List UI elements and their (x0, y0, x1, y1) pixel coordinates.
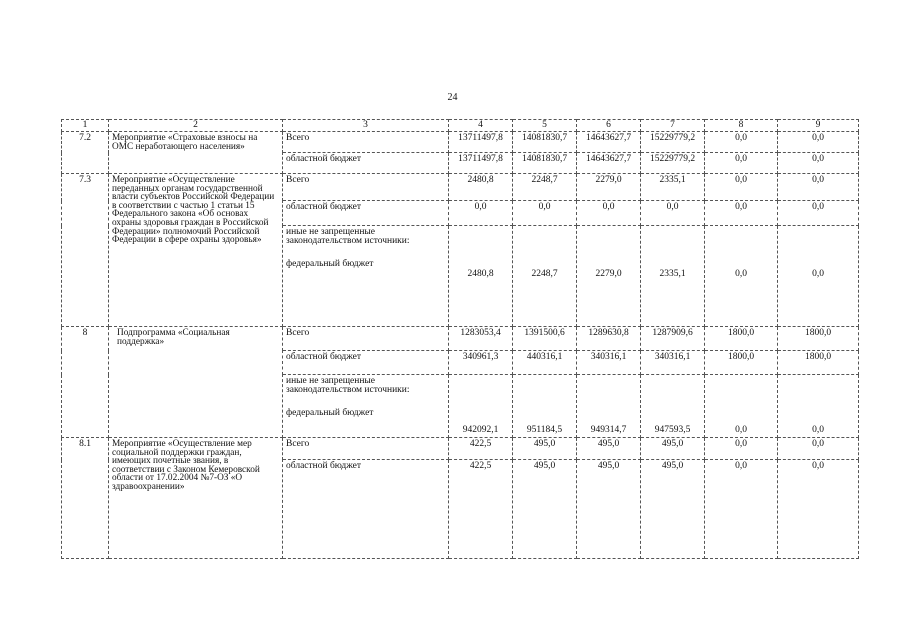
value-cell: 0,0 (705, 153, 778, 174)
value-cell: 440316,1 (513, 351, 577, 375)
page-number: 24 (447, 92, 458, 103)
funding-source: федеральный бюджет (286, 408, 374, 418)
value-cell: 340961,3 (449, 351, 513, 375)
column-header: 4 (449, 120, 513, 132)
value-cell: 422,5 (449, 438, 513, 460)
row-number: 7.3 (62, 174, 109, 327)
value-cell: 2335,1 (641, 174, 705, 201)
value-cell: 0,0 (705, 132, 778, 153)
value-cell: 495,0 (513, 460, 577, 559)
value-cell: 0,0 (778, 226, 859, 327)
value-cell: 942092,1 (449, 375, 513, 438)
value-cell: 1289630,8 (577, 327, 641, 351)
funding-source-group (283, 226, 449, 327)
funding-source-group (283, 375, 449, 438)
value-cell: 1287909,6 (641, 327, 705, 351)
value-cell: 0,0 (778, 375, 859, 438)
column-header: 7 (641, 120, 705, 132)
funding-source: Всего (283, 438, 449, 460)
value-cell: 15229779,2 (641, 153, 705, 174)
value-cell: 1800,0 (778, 351, 859, 375)
funding-source: областной бюджет (283, 460, 449, 559)
value-cell: 2248,7 (513, 226, 577, 327)
value-cell: 422,5 (449, 460, 513, 559)
value-cell: 2279,0 (577, 226, 641, 327)
value-cell: 340316,1 (577, 351, 641, 375)
value-cell: 2248,7 (513, 174, 577, 201)
value-cell: 14643627,7 (577, 132, 641, 153)
budget-table (61, 119, 859, 559)
table-row (62, 174, 859, 201)
value-cell: 0,0 (705, 375, 778, 438)
row-title: Мероприятие «Осуществление мер социальной поддержки граждан, имеющих почетные звания, в соответствии с Законом Кемеровской области от 17.02.2004 №7-ОЗ «О здравоохранении» (109, 438, 283, 559)
value-cell: 1800,0 (705, 327, 778, 351)
value-cell: 0,0 (778, 153, 859, 174)
value-cell: 0,0 (705, 460, 778, 559)
value-cell: 14643627,7 (577, 153, 641, 174)
value-cell: 13711497,8 (449, 132, 513, 153)
value-cell: 949314,7 (577, 375, 641, 438)
value-cell: 0,0 (705, 438, 778, 460)
other-sources-note: иные не запрещенные законодательством источники: (286, 227, 410, 246)
funding-source: федеральный бюджет (286, 259, 374, 269)
value-cell: 0,0 (641, 201, 705, 226)
value-cell: 0,0 (577, 201, 641, 226)
table-row (62, 438, 859, 460)
value-cell: 0,0 (778, 132, 859, 153)
funding-source: Всего (283, 132, 449, 153)
value-cell: 0,0 (513, 201, 577, 226)
value-cell: 0,0 (778, 438, 859, 460)
value-cell: 14081830,7 (513, 153, 577, 174)
column-header: 3 (283, 120, 449, 132)
row-number: 8.1 (62, 438, 109, 559)
value-cell: 0,0 (705, 174, 778, 201)
value-cell: 2335,1 (641, 226, 705, 327)
value-cell: 0,0 (449, 201, 513, 226)
value-cell: 0,0 (705, 201, 778, 226)
value-cell: 13711497,8 (449, 153, 513, 174)
value-cell: 495,0 (513, 438, 577, 460)
other-sources-note: иные не запрещенные законодательством источники: (286, 376, 410, 395)
column-header: 2 (109, 120, 283, 132)
value-cell: 2480,8 (449, 226, 513, 327)
row-title: Подпрограмма «Социальная поддержка» (109, 327, 283, 438)
column-header: 6 (577, 120, 641, 132)
column-header: 1 (62, 120, 109, 132)
value-cell: 947593,5 (641, 375, 705, 438)
value-cell: 1800,0 (705, 351, 778, 375)
value-cell: 1391500,6 (513, 327, 577, 351)
value-cell: 1283053,4 (449, 327, 513, 351)
value-cell: 0,0 (705, 226, 778, 327)
table-row (62, 132, 859, 153)
funding-source: областной бюджет (283, 201, 449, 226)
column-header: 5 (513, 120, 577, 132)
value-cell: 0,0 (778, 460, 859, 559)
value-cell: 495,0 (577, 460, 641, 559)
row-number: 8 (62, 327, 109, 438)
value-cell: 495,0 (641, 460, 705, 559)
value-cell: 1800,0 (778, 327, 859, 351)
value-cell: 340316,1 (641, 351, 705, 375)
funding-source: Всего (283, 174, 449, 201)
value-cell: 15229779,2 (641, 132, 705, 153)
header-row (62, 120, 859, 132)
value-cell: 495,0 (641, 438, 705, 460)
row-title: Мероприятие «Осуществление переданных органам государственной власти субъектов Российской Федерации в соответствии с частью 1 статьи 15 Федерального закона «Об основах охраны здоровья граждан в Российской Федерации» полномочий Российской Федерации в сфере охраны здоровья» (109, 174, 283, 327)
value-cell: 14081830,7 (513, 132, 577, 153)
funding-source: областной бюджет (283, 351, 449, 375)
table-row (62, 327, 859, 351)
row-number: 7.2 (62, 132, 109, 174)
value-cell: 495,0 (577, 438, 641, 460)
row-title: Мероприятие «Страховые взносы на ОМС неработающего населения» (109, 132, 283, 174)
value-cell: 2279,0 (577, 174, 641, 201)
column-header: 8 (705, 120, 778, 132)
value-cell: 0,0 (778, 201, 859, 226)
funding-source: Всего (283, 327, 449, 351)
value-cell: 2480,8 (449, 174, 513, 201)
funding-source: областной бюджет (283, 153, 449, 174)
value-cell: 951184,5 (513, 375, 577, 438)
column-header: 9 (778, 120, 859, 132)
value-cell: 0,0 (778, 174, 859, 201)
